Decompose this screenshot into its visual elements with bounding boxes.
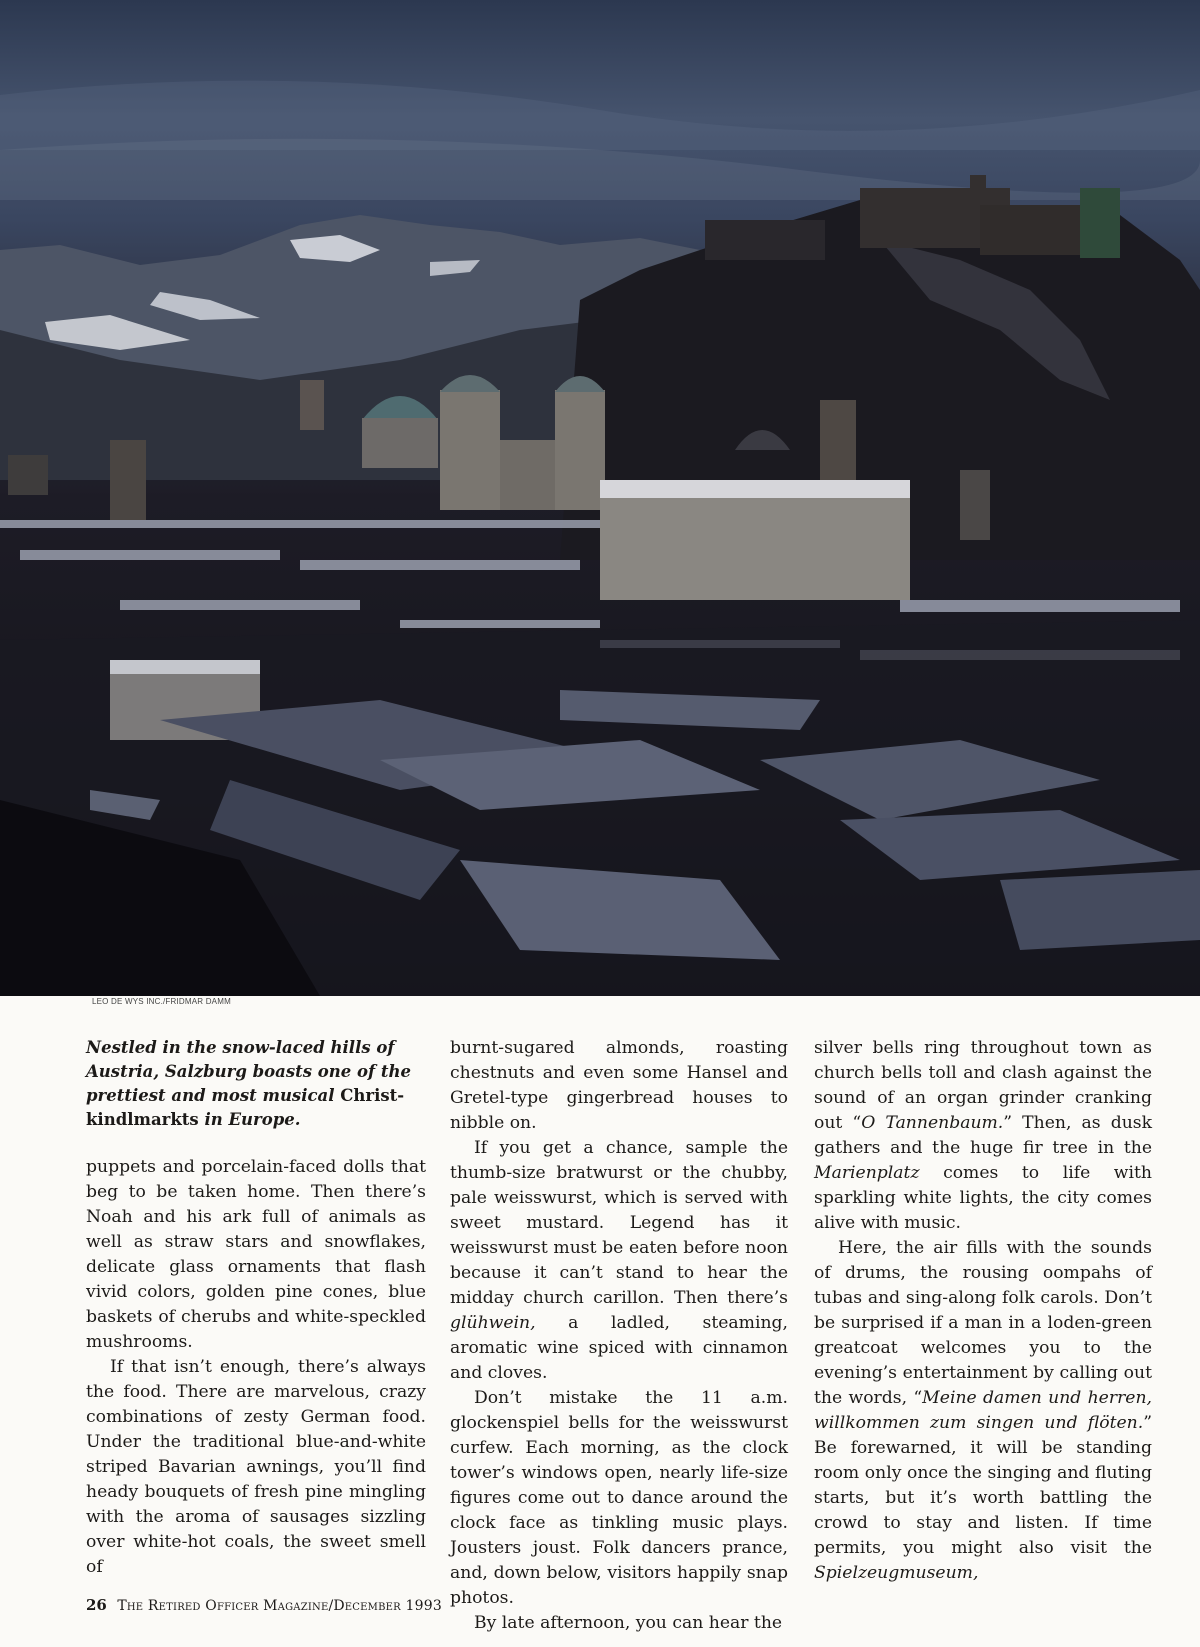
caption-text: Nestled in the snow-laced hills of Austria, Salzburg boasts one of the prettiest and most musical [86,1038,411,1105]
page-number: 26 [86,1596,107,1614]
paragraph-text: ” Be forewarned, it will be standing room only once the singing and fluting starts, but it’s worth battling the crowd to stay and listen. If time permits, you might also visit the [814,1413,1152,1558]
paragraph-text: a ladled, steaming, aromatic wine spiced with cinnamon and cloves. [450,1313,788,1383]
paragraph-text: ” Then, as dusk gathers and the huge fir tree in the [814,1113,1153,1158]
text-column-1 [86,1036,426,1580]
text-column-3 [814,1036,1152,1586]
paragraph: If that isn’t enough, there’s always the food. There are marvelous, crazy combinations of zesty German food. Under the traditional blue-and-white striped Bavarian awnings, you’ll find heady bouquets of fresh pine mingling with the aroma of sausages sizzling over white-hot coals, the sweet smell of [86,1357,426,1577]
page-footer [86,1596,442,1614]
paragraph: burnt-sugared almonds, roasting chestnuts and even some Hansel and Gretel-type gingerbread houses to nibble on. [450,1038,788,1133]
paragraph-text: Here, the air fills with the sounds of drums, the rousing oompahs of tubas and sing-along folk carols. Don’t be surprised if a man in a loden-green greatcoat welcomes you to the evening’s entertainment by calling out the words, “ [814,1238,1152,1408]
italic-term: O Tannenbaum. [861,1113,1004,1133]
paragraph [814,1036,1152,1236]
caption-ending: in Europe. [204,1110,301,1129]
paragraph: puppets and porcelain-faced dolls that beg to be taken home. Then there’s Noah and his ark full of animals as well as straw stars and snowflakes, delicate glass ornaments that flash vivid colors, golden pine cones, blue baskets of cherubs and white-speckled mushrooms. [86,1157,426,1352]
paragraph: Don’t mistake the 11 a.m. glockenspiel bells for the weisswurst curfew. Each morning, as the clock tower’s windows open, nearly life-size figures come out to dance around the clock face as tinkling music plays. Jousters joust. Folk dancers prance, and, down below, visitors happily snap photos. [450,1388,788,1608]
italic-term: Meine damen und herren, willkommen zum singen und flöten. [814,1388,1152,1433]
paragraph-text: If you get a chance, sample the thumb-size bratwurst or the chubby, pale weisswurst, which is served with sweet mustard. Legend has it weisswurst must be eaten before noon because it can’t stand to hear the midday church carillon. Then there’s [450,1138,788,1308]
italic-term: Spielzeugmuseum, [814,1563,979,1583]
publication-line: The Retired Officer Magazine/December 1993 [117,1598,442,1614]
paragraph [450,1136,788,1386]
paragraph-text: comes to life with sparkling white lights, the city comes alive with music. [814,1163,1152,1233]
paragraph [814,1236,1152,1586]
caption-highlight: Christ-kindlmarkts [86,1086,405,1129]
text-column-2 [450,1036,788,1636]
photo-credit: LEO DE WYS INC./FRIDMAR DAMM [92,997,231,1006]
paragraph-text: silver bells ring throughout town as church bells toll and clash against the sound of an organ grinder cranking out “ [814,1038,1152,1133]
italic-term: glühwein, [450,1313,536,1333]
photo-caption [86,1036,426,1132]
paragraph: By late afternoon, you can hear the [474,1613,783,1633]
italic-term: Marienplatz [814,1163,920,1183]
